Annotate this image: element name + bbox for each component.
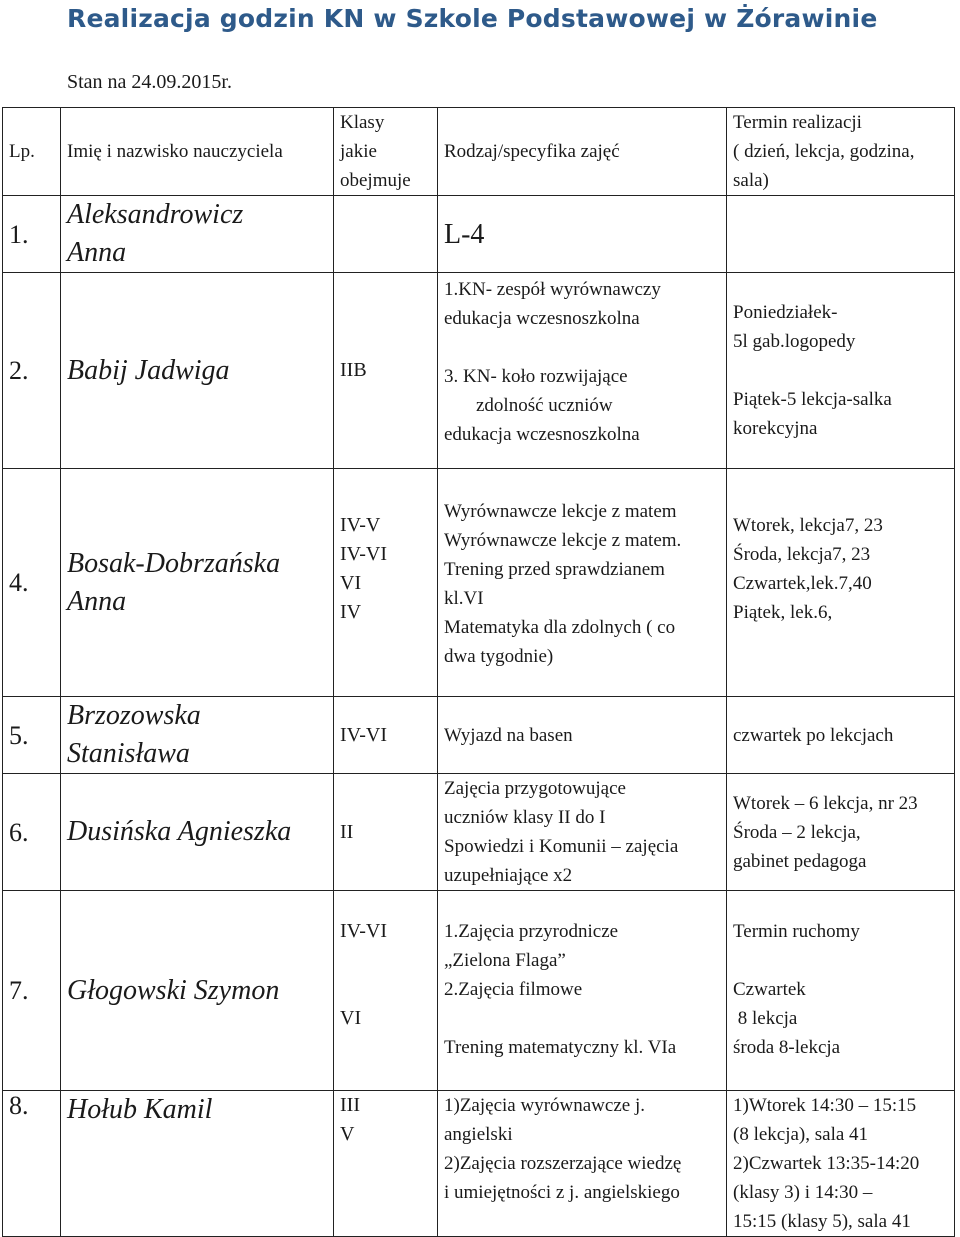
row-classes [334,469,438,697]
header-classes [334,108,438,196]
header-term-line: sala) [733,170,769,191]
row-teacher-name: Babij Jadwiga [61,273,334,469]
status-date: Stan na 24.09.2015r. [67,71,232,93]
table-row [3,196,955,273]
table-row [3,273,955,469]
table-row [3,891,955,1091]
row-teacher-name [61,196,334,273]
activity-line: 1.KN- zespół wyrównawczy [444,279,661,300]
activity-line: angielski [444,1124,513,1145]
row-lp: 7. [3,891,61,1091]
header-classes-line: obejmuje [340,170,411,191]
row-term [727,469,955,697]
term-line: 5l gab.logopedy [733,331,856,352]
row-term [727,273,955,469]
teacher-name-line: Bosak-Dobrzańska [67,547,281,579]
row-term: czwartek po lekcjach [727,697,955,774]
activity-line: „Zielona Flaga” [444,950,566,971]
header-term-line: ( dzień, lekcja, godzina, [733,141,915,162]
class-line: IV-VI [340,543,388,565]
term-line: 2)Czwartek 13:35-14:20 [733,1153,920,1174]
teacher-name-line: Aleksandrowicz [67,199,244,230]
term-line: (klasy 3) i 14:30 – [733,1182,873,1203]
row-term [727,196,955,273]
term-line: (8 lekcja), sala 41 [733,1124,869,1145]
activity-line: edukacja wczesnoszkolna [444,424,640,445]
row-activity-type: Wyjazd na basen [438,697,727,774]
row-teacher-name: Hołub Kamil [61,1091,334,1237]
row-classes: IIB [334,273,438,469]
header-lp: Lp. [3,108,61,196]
activity-line: uczniów klasy II do I [444,807,606,828]
class-line: IV [340,601,362,623]
term-line: 15:15 (klasy 5), sala 41 [733,1211,911,1232]
activity-line: i umiejętności z j. angielskiego [444,1182,680,1203]
row-classes [334,1091,438,1237]
activity-line: Wyrównawcze lekcje z matem. [444,530,682,551]
row-lp: 5. [3,697,61,774]
header-classes-line: Klasy [340,112,385,133]
term-line: korekcyjna [733,418,818,439]
header-term-line: Termin realizacji [733,112,862,133]
table-row [3,469,955,697]
row-lp: 8. [3,1091,61,1237]
teacher-name-line: Anna [67,237,127,268]
activity-line: 2.Zajęcia filmowe [444,979,583,1000]
term-line: Wtorek – 6 lekcja, nr 23 [733,792,918,814]
header-name: Imię i nazwisko nauczyciela [61,108,334,196]
activity-line: kl.VI [444,588,484,609]
row-activity-type [438,774,727,891]
header-term [727,108,955,196]
row-lp: 6. [3,774,61,891]
row-teacher-name [61,469,334,697]
term-line: środa 8-lekcja [733,1037,841,1058]
row-lp: 4. [3,469,61,697]
term-line: 1)Wtorek 14:30 – 15:15 [733,1095,917,1116]
term-line: Wtorek, lekcja7, 23 [733,515,883,536]
class-line: VI [340,572,362,594]
row-classes: IV-VI [334,697,438,774]
class-line: VI [340,1007,362,1029]
row-classes [334,891,438,1091]
activity-line: 1.Zajęcia przyrodnicze [444,921,619,942]
activity-line: Trening matematyczny kl. VIa [444,1037,677,1058]
row-classes [334,196,438,273]
class-line: IV-VI [340,920,388,942]
teacher-name-line: Stanisława [67,738,190,769]
header-classes-line: jakie [340,141,377,162]
activity-line: edukacja wczesnoszkolna [444,308,640,329]
row-activity-type: L-4 [438,196,727,273]
term-line: gabinet pedagoga [733,850,867,872]
activity-line: zdolność uczniów [476,395,613,416]
row-classes: II [334,774,438,891]
term-line: 8 lekcja [733,1008,798,1029]
row-teacher-name [61,697,334,774]
term-line: Piątek, lek.6, [733,602,833,623]
row-term [727,1091,955,1237]
table-row [3,697,955,774]
table-row [3,774,955,891]
term-line: Poniedziałek- [733,302,838,323]
table-row [3,1091,955,1237]
row-activity-type [438,469,727,697]
row-term [727,891,955,1091]
term-line: Czwartek [733,979,806,1000]
term-line: Czwartek,lek.7,40 [733,573,872,594]
activity-line: Zajęcia przygotowujące [444,778,626,799]
activity-line: dwa tygodnie) [444,646,554,667]
teacher-name-line: Anna [67,585,127,617]
row-activity-type [438,273,727,469]
activity-line: 2)Zajęcia rozszerzające wiedzę [444,1153,682,1174]
row-teacher-name: Dusińska Agnieszka [61,774,334,891]
class-line: III [340,1094,360,1116]
activity-line: 1)Zajęcia wyrównawcze j. [444,1095,645,1116]
activity-line: 3. KN- koło rozwijające [444,366,628,387]
row-lp: 2. [3,273,61,469]
term-line: Piątek-5 lekcja-salka [733,389,892,410]
row-lp: 1. [3,196,61,273]
row-activity-type [438,891,727,1091]
class-line: V [340,1123,355,1145]
activity-line: Wyrównawcze lekcje z matem [444,501,677,522]
term-line: Środa – 2 lekcja, [733,821,861,843]
activity-line: Spowiedzi i Komunii – zajęcia [444,836,679,857]
document-title: Realizacja godzin KN w Szkole Podstawowej w Żórawinie [67,4,878,33]
teacher-name-line: Brzozowska [67,700,201,731]
activity-line: Trening przed sprawdzianem [444,559,665,580]
header-type: Rodzaj/specyfika zajęć [438,108,727,196]
activity-line: Matematyka dla zdolnych ( co [444,617,676,638]
row-teacher-name: Głogowski Szymon [61,891,334,1091]
class-line: IV-V [340,514,381,536]
row-term [727,774,955,891]
row-activity-type [438,1091,727,1237]
activity-line: uzupełniające x2 [444,865,573,886]
term-line: Termin ruchomy [733,921,860,942]
table-header-row [3,108,955,196]
schedule-table [2,107,955,1237]
term-line: Środa, lekcja7, 23 [733,544,871,565]
